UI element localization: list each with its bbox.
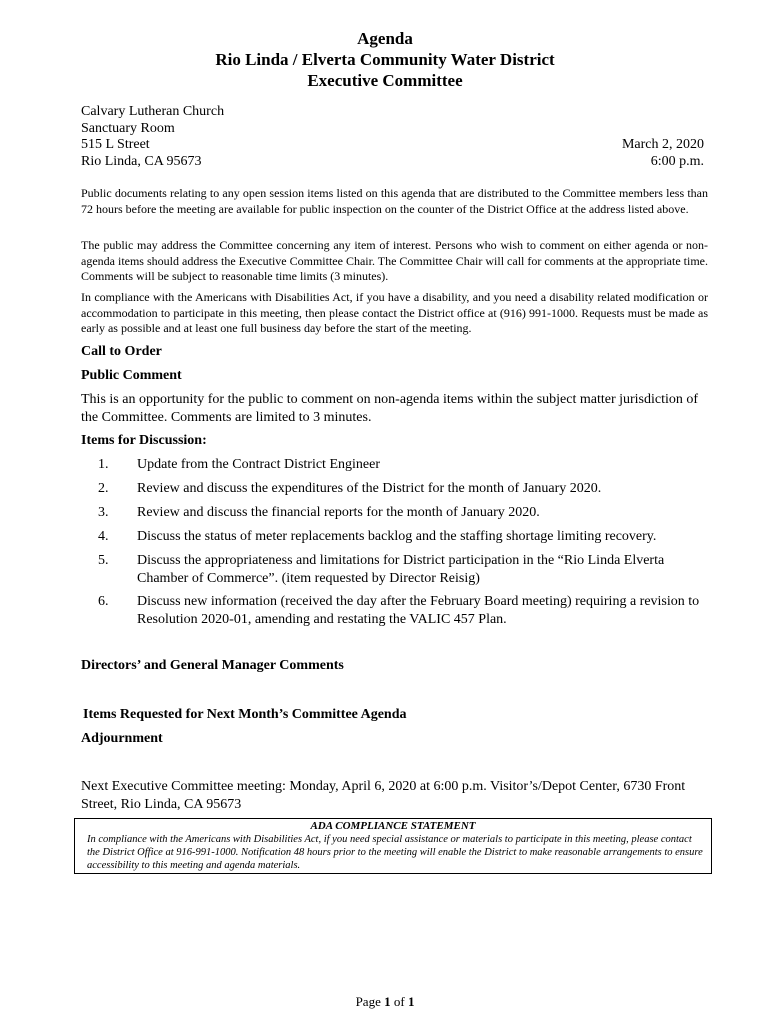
address-line-city: Rio Linda, CA 95673: [81, 153, 202, 169]
item-number: 3.: [98, 505, 109, 520]
notice-public-address: The public may address the Committee concerning any item of interest. Persons who wish to comment on either agenda or non-agenda items should address the Executive Committee Chair. The Committee Chair will call for comments at the appropriate time. Comments will be subject to reasonable time limits (3 minutes).: [81, 238, 708, 283]
heading-items-for-discussion: Items for Discussion:: [81, 433, 207, 448]
item-number: 5.: [98, 553, 109, 568]
notice-public-documents: Public documents relating to any open session items listed on this agenda that are distributed to the Committee members less than 72 hours before the meeting are available for public inspection on the counter of the District Office at the address listed above.: [81, 186, 708, 216]
notice-ada: In compliance with the Americans with Disabilities Act, if you have a disability, and you need a disability related modification or accommodation to participate in this meeting, then please contact the District office at (916) 991-1000. Requests must be made as early as possible and at least one full business day before the start of the meeting.: [81, 290, 708, 335]
page-footer: [0, 994, 770, 1010]
heading-call-to-order: Call to Order: [81, 344, 162, 359]
title-line-district: Rio Linda / Elverta Community Water District: [215, 50, 555, 69]
ada-compliance-box: [74, 818, 712, 874]
heading-directors-comments: Directors’ and General Manager Comments: [81, 658, 344, 673]
meeting-date: March 2, 2020: [621, 137, 704, 152]
ada-title: ADA COMPLIANCE STATEMENT: [310, 820, 476, 832]
heading-adjournment: Adjournment: [81, 731, 163, 746]
address-line-street: 515 L Street: [81, 137, 150, 152]
item-text: Review and discuss the financial reports for the month of January 2020.: [137, 505, 540, 520]
item-text: Discuss the status of meter replacements backlog and the staffing shortage limiting recovery.: [137, 529, 657, 544]
heading-public-comment: Public Comment: [81, 368, 182, 383]
next-meeting-text: Next Executive Committee meeting: Monday, April 6, 2020 at 6:00 p.m. Visitor’s/Depot Center, 6730 Front Street, Rio Linda, CA 95673: [81, 779, 686, 812]
item-number: 1.: [98, 457, 109, 472]
item-number: 4.: [98, 529, 109, 544]
item-number: 2.: [98, 481, 109, 496]
title-line-committee: Executive Committee: [307, 71, 463, 90]
address-line-venue: Calvary Lutheran Church: [81, 104, 225, 119]
meeting-time: 6:00 p.m.: [650, 153, 704, 169]
address-line-room: Sanctuary Room: [81, 120, 175, 136]
of-label: of: [393, 994, 405, 1009]
document-title: [0, 28, 770, 91]
item-text: Review and discuss the expenditures of the District for the month of January 2020.: [137, 481, 602, 496]
public-comment-text: This is an opportunity for the public to comment on non-agenda items within the subject matter jurisdiction of the Committee. Comments are limited to 3 minutes.: [81, 392, 699, 425]
page-total: 1: [407, 994, 415, 1009]
title-line-agenda: Agenda: [357, 29, 413, 48]
item-text: Discuss new information (received the day after the February Board meeting) requiring a revision to Resolution 2020-01, amending and restating the VALIC 457 Plan.: [137, 594, 700, 627]
page-number: 1: [384, 994, 391, 1009]
item-number: 6.: [98, 594, 109, 609]
heading-next-month-items: Items Requested for Next Month’s Committee Agenda: [83, 707, 407, 722]
ada-text: In compliance with the Americans with Disabilities Act, if you need special assistance or materials to participate in this meeting, please contact the District Office at 916-991-1000. Notification 48 hours prior to the meeting will enable the District to make reasonable arrangements to ensure accessibility to this meeting and agenda materials.: [87, 834, 703, 871]
item-text: Discuss the appropriateness and limitations for District participation in the “Rio Linda Elverta Chamber of Commerce”. (item requested by Director Reisig): [137, 553, 665, 586]
meeting-datetime: [622, 137, 704, 170]
item-text: Update from the Contract District Engineer: [137, 457, 380, 472]
meeting-address: [81, 104, 224, 170]
page-label: Page: [355, 994, 381, 1009]
